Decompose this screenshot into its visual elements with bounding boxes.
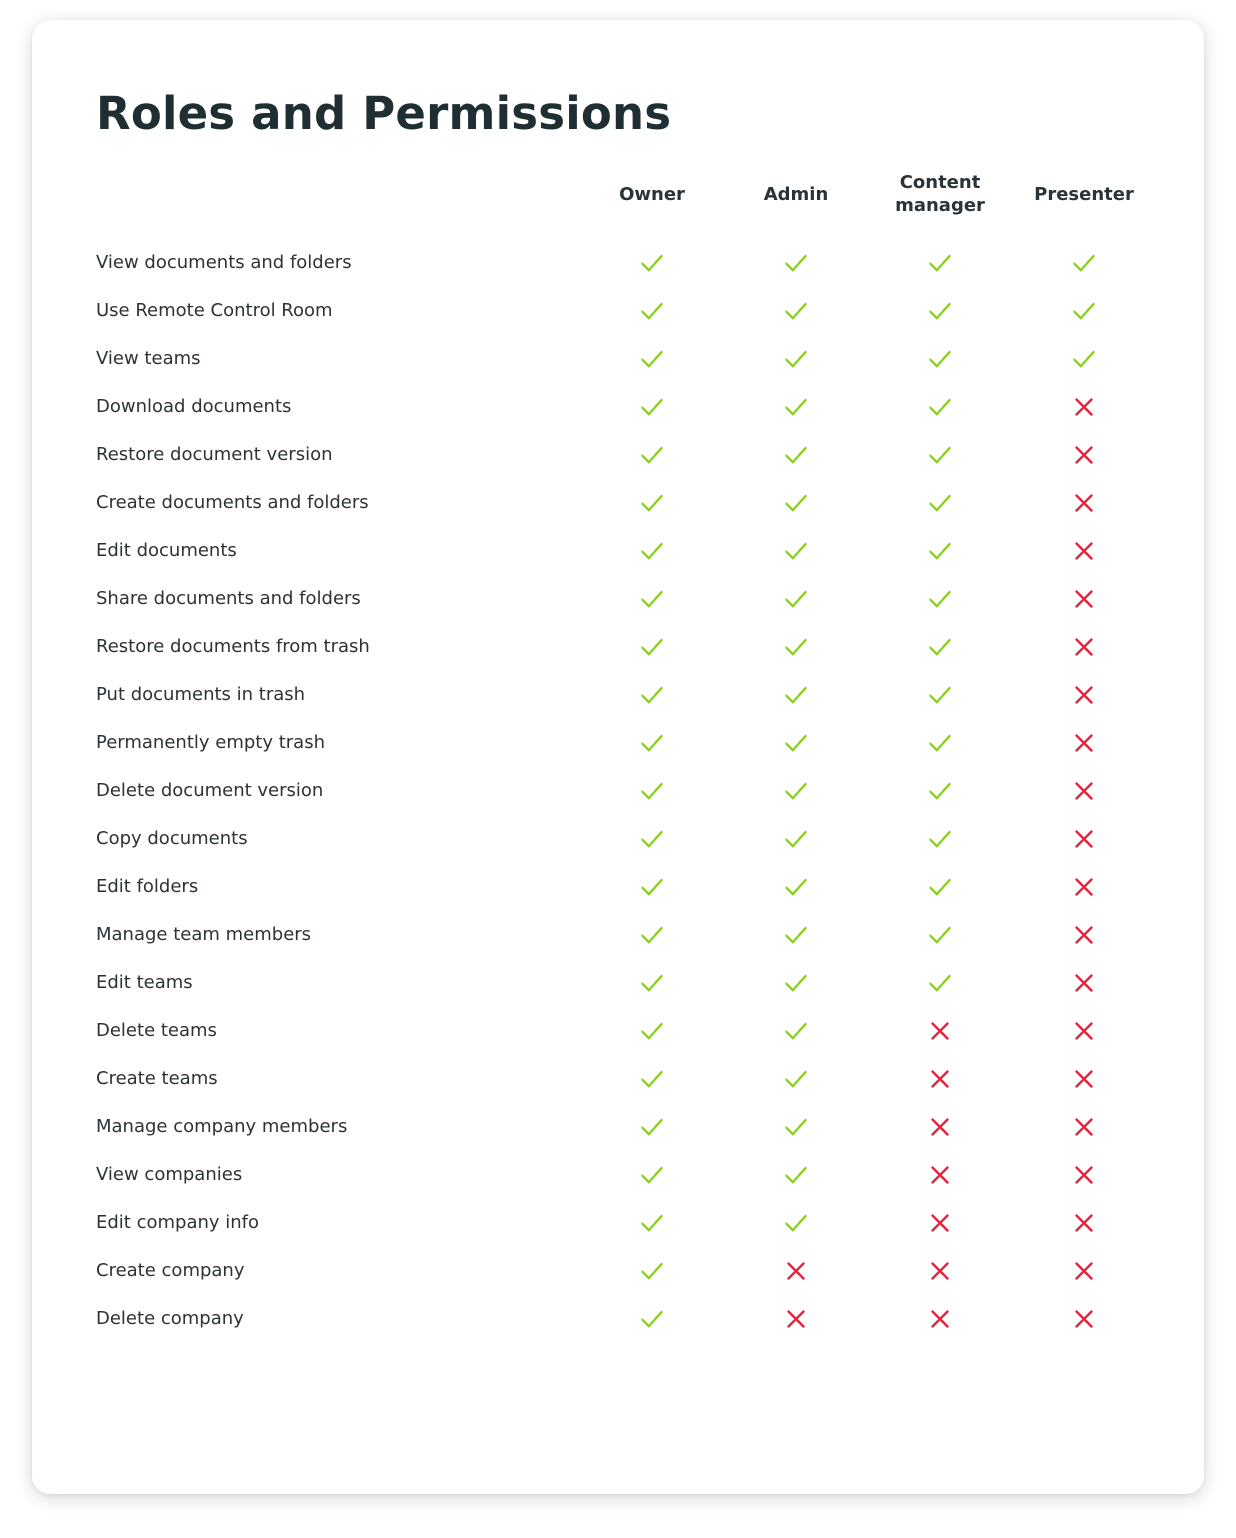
permission-row	[32, 623, 1204, 671]
cross-icon	[928, 1259, 952, 1283]
cross-icon	[928, 1067, 952, 1091]
check-icon	[784, 875, 808, 899]
cross-icon	[1072, 1067, 1096, 1091]
check-icon	[784, 1019, 808, 1043]
check-icon	[640, 1019, 664, 1043]
check-icon	[928, 299, 952, 323]
permission-label: Create documents and folders	[96, 492, 369, 513]
check-icon	[640, 1259, 664, 1283]
permissions-card	[32, 20, 1204, 1494]
permission-label: Share documents and folders	[96, 588, 361, 609]
cross-icon	[1072, 827, 1096, 851]
cross-icon	[784, 1259, 808, 1283]
check-icon	[928, 923, 952, 947]
check-icon	[928, 779, 952, 803]
permission-row	[32, 767, 1204, 815]
permission-row	[32, 815, 1204, 863]
permission-row	[32, 1103, 1204, 1151]
cross-icon	[1072, 1163, 1096, 1187]
check-icon	[640, 827, 664, 851]
permission-row	[32, 335, 1204, 383]
permission-row	[32, 1007, 1204, 1055]
check-icon	[640, 1067, 664, 1091]
cross-icon	[928, 1307, 952, 1331]
column-header-admin	[726, 165, 866, 223]
cross-icon	[1072, 779, 1096, 803]
check-icon	[640, 875, 664, 899]
check-icon	[784, 539, 808, 563]
cross-icon	[1072, 875, 1096, 899]
check-icon	[784, 443, 808, 467]
cross-icon	[928, 1163, 952, 1187]
check-icon	[640, 539, 664, 563]
cross-icon	[1072, 635, 1096, 659]
permission-label: Delete company	[96, 1308, 244, 1329]
cross-icon	[1072, 731, 1096, 755]
check-icon	[640, 683, 664, 707]
cross-icon	[1072, 395, 1096, 419]
cross-icon	[1072, 923, 1096, 947]
check-icon	[784, 635, 808, 659]
cross-icon	[1072, 1259, 1096, 1283]
permission-label: View companies	[96, 1164, 243, 1185]
permission-row	[32, 431, 1204, 479]
check-icon	[1072, 299, 1096, 323]
check-icon	[928, 587, 952, 611]
check-icon	[640, 923, 664, 947]
cross-icon	[1072, 587, 1096, 611]
permission-row	[32, 527, 1204, 575]
permission-label: Put documents in trash	[96, 684, 306, 705]
check-icon	[928, 971, 952, 995]
check-icon	[784, 779, 808, 803]
permission-row	[32, 1295, 1204, 1343]
check-icon	[784, 347, 808, 371]
check-icon	[928, 875, 952, 899]
permission-row	[32, 719, 1204, 767]
check-icon	[1072, 251, 1096, 275]
permission-row	[32, 1055, 1204, 1103]
permission-label: Copy documents	[96, 828, 248, 849]
check-icon	[784, 1067, 808, 1091]
check-icon	[640, 443, 664, 467]
check-icon	[640, 731, 664, 755]
cross-icon	[1072, 1211, 1096, 1235]
check-icon	[640, 1163, 664, 1187]
permission-row	[32, 1247, 1204, 1295]
permission-label: Manage company members	[96, 1116, 348, 1137]
permission-label: Restore document version	[96, 444, 333, 465]
check-icon	[928, 251, 952, 275]
permission-label: Permanently empty trash	[96, 732, 325, 753]
check-icon	[640, 395, 664, 419]
check-icon	[784, 491, 808, 515]
permission-label: Edit company info	[96, 1212, 260, 1233]
check-icon	[640, 635, 664, 659]
cross-icon	[1072, 539, 1096, 563]
permissions-table	[32, 239, 1204, 1343]
permission-label: Create teams	[96, 1068, 218, 1089]
cross-icon	[1072, 443, 1096, 467]
check-icon	[784, 395, 808, 419]
check-icon	[928, 395, 952, 419]
check-icon	[640, 251, 664, 275]
permission-label: Restore documents from trash	[96, 636, 370, 657]
cross-icon	[928, 1115, 952, 1139]
permission-row	[32, 911, 1204, 959]
column-header-owner	[582, 165, 722, 223]
permission-label: Create company	[96, 1260, 245, 1281]
check-icon	[640, 1211, 664, 1235]
permission-label: Edit folders	[96, 876, 199, 897]
permission-label: Manage team members	[96, 924, 312, 945]
permission-row	[32, 959, 1204, 1007]
column-header-admin-label: Admin	[763, 183, 829, 205]
permission-label: Download documents	[96, 396, 292, 417]
check-icon	[640, 587, 664, 611]
check-icon	[928, 827, 952, 851]
check-icon	[784, 827, 808, 851]
cross-icon	[1072, 1019, 1096, 1043]
cross-icon	[784, 1307, 808, 1331]
cross-icon	[928, 1211, 952, 1235]
column-header-presenter-label: Presenter	[1034, 183, 1134, 205]
check-icon	[928, 491, 952, 515]
permission-label: View documents and folders	[96, 252, 352, 273]
check-icon	[784, 731, 808, 755]
check-icon	[640, 1307, 664, 1331]
permission-row	[32, 863, 1204, 911]
check-icon	[784, 923, 808, 947]
cross-icon	[1072, 1307, 1096, 1331]
cross-icon	[1072, 1115, 1096, 1139]
check-icon	[784, 1163, 808, 1187]
permission-row	[32, 575, 1204, 623]
cross-icon	[1072, 971, 1096, 995]
permission-row	[32, 671, 1204, 719]
permission-label: View teams	[96, 348, 201, 369]
check-icon	[784, 587, 808, 611]
check-icon	[640, 299, 664, 323]
check-icon	[1072, 347, 1096, 371]
permission-label: Edit documents	[96, 540, 237, 561]
check-icon	[784, 1211, 808, 1235]
check-icon	[640, 779, 664, 803]
permission-label: Use Remote Control Room	[96, 300, 333, 321]
permission-label: Delete document version	[96, 780, 324, 801]
check-icon	[784, 299, 808, 323]
check-icon	[928, 443, 952, 467]
column-header-presenter	[1014, 165, 1154, 223]
check-icon	[640, 347, 664, 371]
check-icon	[640, 491, 664, 515]
cross-icon	[1072, 491, 1096, 515]
permission-label: Delete teams	[96, 1020, 217, 1041]
column-header-owner-label: Owner	[619, 183, 685, 205]
cross-icon	[1072, 683, 1096, 707]
column-header-content-manager	[870, 165, 1010, 223]
permission-row	[32, 239, 1204, 287]
check-icon	[640, 1115, 664, 1139]
permission-row	[32, 383, 1204, 431]
page-title: Roles and Permissions	[96, 87, 672, 140]
permission-row	[32, 479, 1204, 527]
check-icon	[784, 251, 808, 275]
check-icon	[928, 731, 952, 755]
cross-icon	[928, 1019, 952, 1043]
check-icon	[784, 971, 808, 995]
permission-row	[32, 287, 1204, 335]
check-icon	[928, 539, 952, 563]
check-icon	[640, 971, 664, 995]
check-icon	[928, 683, 952, 707]
permission-row	[32, 1151, 1204, 1199]
check-icon	[784, 683, 808, 707]
check-icon	[928, 347, 952, 371]
column-header-content-manager-label: Content manager	[895, 172, 985, 216]
permission-row	[32, 1199, 1204, 1247]
check-icon	[784, 1115, 808, 1139]
check-icon	[928, 635, 952, 659]
permission-label: Edit teams	[96, 972, 193, 993]
